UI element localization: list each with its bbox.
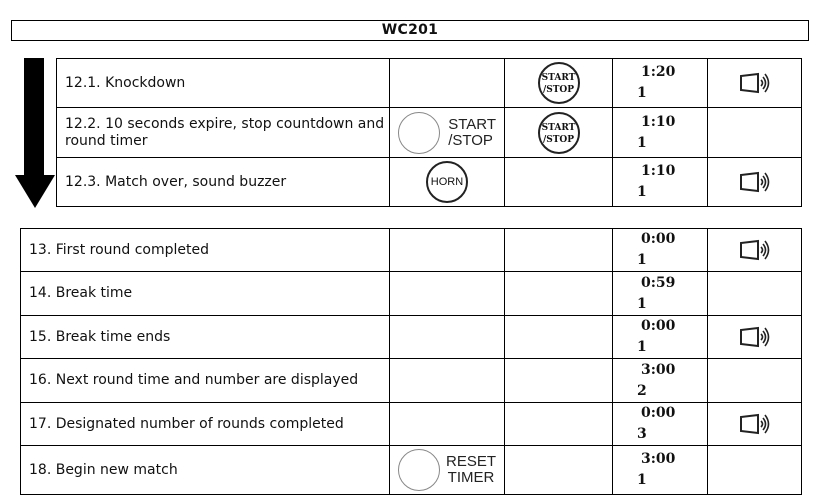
button-cell bbox=[505, 108, 613, 158]
table-row bbox=[21, 272, 802, 316]
round-value: 1 bbox=[637, 85, 647, 101]
start-stop-button-icon: START /STOP bbox=[538, 62, 580, 104]
button-cell bbox=[505, 59, 613, 108]
round-value: 1 bbox=[637, 134, 647, 151]
table-row bbox=[57, 59, 802, 108]
buzzer-cell bbox=[708, 158, 802, 207]
step-description: 16. Next round time and number are displayed bbox=[21, 359, 390, 403]
round-button-icon bbox=[398, 449, 440, 491]
start-stop-button-icon: START /STOP bbox=[538, 112, 580, 154]
buzzer-cell bbox=[708, 229, 802, 272]
table-row bbox=[57, 158, 802, 207]
buzzer-cell bbox=[708, 359, 802, 403]
table-row bbox=[57, 108, 802, 158]
round-value: 1 bbox=[637, 472, 647, 488]
speaker-icon bbox=[738, 413, 772, 435]
press-cell bbox=[390, 158, 505, 207]
press-cell bbox=[390, 403, 505, 446]
table-row bbox=[21, 359, 802, 403]
buzzer-cell bbox=[708, 59, 802, 108]
press-cell bbox=[390, 316, 505, 359]
time-value: 1:10 bbox=[641, 163, 676, 179]
step-description: 17. Designated number of rounds completed bbox=[21, 403, 390, 446]
round-value: 1 bbox=[637, 295, 647, 312]
step-description: 18. Begin new match bbox=[21, 446, 390, 495]
buzzer-cell bbox=[708, 403, 802, 446]
round-value: 3 bbox=[637, 426, 647, 442]
speaker-icon bbox=[738, 326, 772, 348]
button-label: START /STOP bbox=[448, 115, 496, 149]
down-arrow-icon bbox=[14, 58, 56, 210]
speaker-icon bbox=[738, 72, 772, 94]
time-value: 1:10 bbox=[641, 113, 676, 130]
press-cell bbox=[390, 359, 505, 403]
time-value: 0:00 bbox=[641, 405, 676, 421]
round-value: 2 bbox=[637, 382, 647, 399]
step-description: 12.2. 10 seconds expire, stop countdown and round timer bbox=[57, 108, 390, 158]
table-row bbox=[21, 316, 802, 359]
button-cell bbox=[505, 403, 613, 446]
press-cell bbox=[390, 229, 505, 272]
buzzer-cell bbox=[708, 446, 802, 495]
round-value: 1 bbox=[637, 184, 647, 200]
time-value: 3:00 bbox=[641, 451, 676, 467]
display-cell bbox=[613, 108, 708, 158]
step-table-bottom bbox=[20, 228, 802, 495]
table-row bbox=[21, 229, 802, 272]
press-cell bbox=[390, 59, 505, 108]
display-cell bbox=[613, 403, 708, 446]
button-cell bbox=[505, 446, 613, 495]
table-row bbox=[21, 403, 802, 446]
speaker-icon bbox=[738, 239, 772, 261]
time-value: 1:20 bbox=[641, 64, 676, 80]
display-cell bbox=[613, 316, 708, 359]
round-value: 1 bbox=[637, 339, 647, 355]
step-description: 14. Break time bbox=[21, 272, 390, 316]
horn-button-icon: HORN bbox=[426, 161, 468, 203]
buzzer-cell bbox=[708, 108, 802, 158]
step-description: 15. Break time ends bbox=[21, 316, 390, 359]
time-value: 3:00 bbox=[641, 361, 676, 378]
display-cell bbox=[613, 59, 708, 108]
display-cell bbox=[613, 272, 708, 316]
button-cell bbox=[505, 272, 613, 316]
buzzer-cell bbox=[708, 272, 802, 316]
display-cell bbox=[613, 158, 708, 207]
step-description: 13. First round completed bbox=[21, 229, 390, 272]
display-cell bbox=[613, 359, 708, 403]
press-cell bbox=[390, 446, 505, 495]
step-table-top bbox=[56, 58, 802, 207]
button-cell bbox=[505, 158, 613, 207]
buzzer-cell bbox=[708, 316, 802, 359]
button-label: RESET TIMER bbox=[445, 453, 496, 486]
display-cell bbox=[613, 229, 708, 272]
round-value: 1 bbox=[637, 252, 647, 268]
button-cell bbox=[505, 316, 613, 359]
button-cell bbox=[505, 229, 613, 272]
press-cell bbox=[390, 272, 505, 316]
display-cell bbox=[613, 446, 708, 495]
press-cell bbox=[390, 108, 505, 158]
speaker-icon bbox=[738, 171, 772, 193]
time-value: 0:59 bbox=[641, 274, 676, 291]
step-description: 12.1. Knockdown bbox=[57, 59, 390, 108]
document-title: WC201 bbox=[11, 20, 809, 41]
button-cell bbox=[505, 359, 613, 403]
time-value: 0:00 bbox=[641, 318, 676, 334]
table-row bbox=[21, 446, 802, 495]
step-description: 12.3. Match over, sound buzzer bbox=[57, 158, 390, 207]
time-value: 0:00 bbox=[641, 231, 676, 247]
round-button-icon bbox=[398, 112, 440, 154]
